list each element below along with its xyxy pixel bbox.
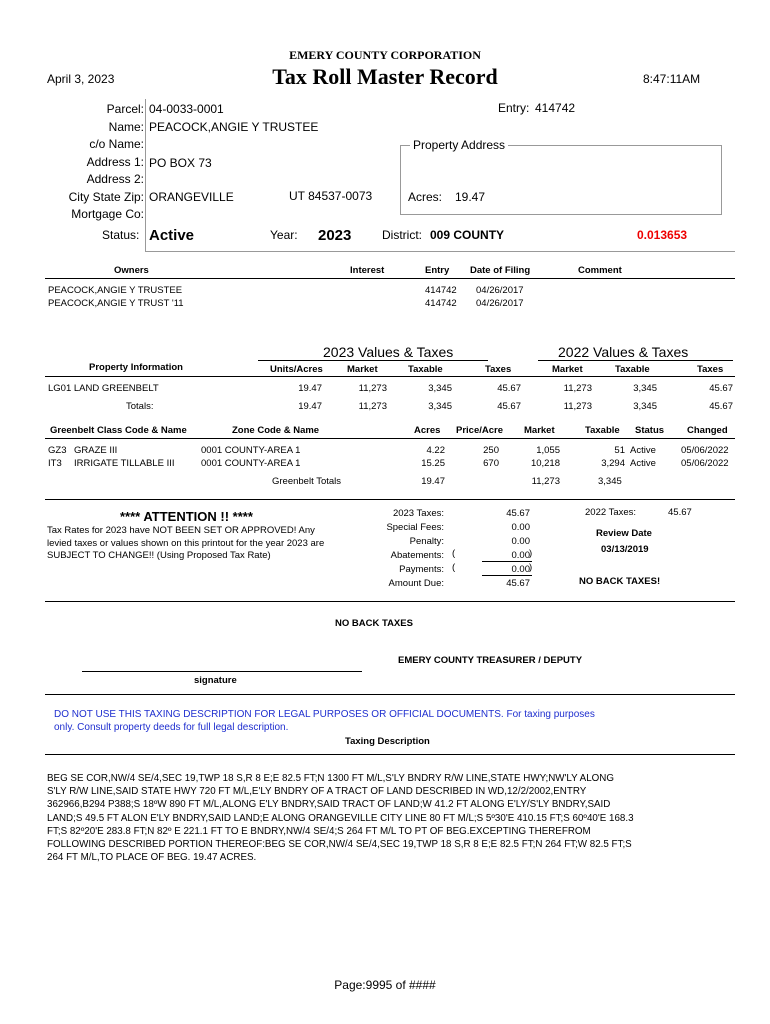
gb-row-1-name: GRAZE III bbox=[74, 445, 118, 456]
amount-due-value: 45.67 bbox=[506, 578, 530, 589]
year-value: 2023 bbox=[318, 227, 352, 244]
district-label: District: bbox=[382, 228, 422, 242]
parcel-label: Parcel: bbox=[106, 102, 144, 116]
market-header: Market bbox=[347, 364, 378, 375]
owner-row-1-date: 04/26/2017 bbox=[476, 285, 524, 296]
gb-row-2-code: IT3 bbox=[48, 458, 62, 469]
legal-line-7: 264 FT M/L,TO PLACE OF BEG. 19.47 ACRES. bbox=[47, 852, 257, 864]
status-label: Status: bbox=[102, 228, 140, 242]
page-title: Tax Roll Master Record bbox=[272, 64, 498, 89]
acres-value: 19.47 bbox=[455, 190, 486, 204]
payments-close-paren: ) bbox=[529, 562, 533, 573]
signature-line bbox=[82, 671, 362, 672]
print-date: April 3, 2023 bbox=[47, 72, 115, 86]
totals-label: Totals: bbox=[126, 401, 154, 412]
taxable-2022-header: Taxable bbox=[615, 364, 650, 375]
parcel-bottom-line bbox=[145, 251, 735, 252]
gb-market-header: Market bbox=[524, 425, 555, 436]
gb-row-2-market: 10,218 bbox=[530, 458, 560, 469]
gb-row-1-code: GZ3 bbox=[48, 445, 67, 456]
mortgage-label: Mortgage Co: bbox=[71, 207, 144, 221]
signature-bottom-line bbox=[45, 694, 735, 695]
property-info-header: Property Information bbox=[89, 362, 183, 373]
special-fees-value: 0.00 bbox=[511, 522, 530, 533]
payments-open-paren: ( bbox=[452, 562, 456, 573]
attention-text bbox=[47, 525, 324, 563]
penalty-label: Penalty: bbox=[409, 536, 444, 547]
summary-values bbox=[470, 507, 533, 591]
taxes-2022-header: Taxes bbox=[697, 364, 724, 375]
values-2022-title: 2022 Values & Taxes bbox=[558, 344, 689, 360]
gb-row-1-zone: 0001 COUNTY-AREA 1 bbox=[201, 445, 301, 456]
legal-line-5: FT;S 82º20'E 283.8 FT;N 82º E 221.1 FT TO E BNDRY,NW/4 SE/4;S 264 FT M/L TO PT OF BEG.EXCEPTING THEREFROM bbox=[47, 825, 591, 837]
warning-line-1: DO NOT USE THIS TAXING DESCRIPTION FOR LEGAL PURPOSES OR OFFICIAL DOCUMENTS. For taxing purposes bbox=[54, 709, 595, 720]
value-row-taxes: 45.67 bbox=[497, 383, 521, 394]
gb-row-1-price: 250 bbox=[483, 445, 499, 456]
units-header: Units/Acres bbox=[270, 364, 323, 375]
owner-row-2-entry: 414742 bbox=[425, 298, 457, 309]
legal-description bbox=[47, 772, 634, 864]
attention-line-2: levied taxes or values shown on this printout for the year 2023 are bbox=[47, 537, 325, 549]
review-date-value: 03/13/2019 bbox=[601, 544, 649, 555]
gb-row-2-status: Active bbox=[630, 458, 656, 469]
address1-label: Address 1: bbox=[86, 154, 144, 169]
taxes-2022-label: 2022 Taxes: bbox=[585, 507, 637, 518]
company-name: EMERY COUNTY CORPORATION bbox=[289, 48, 481, 62]
values-2022-underline bbox=[538, 360, 733, 361]
summary-labels bbox=[360, 507, 444, 591]
entry-header: Entry bbox=[425, 265, 450, 276]
city-state-zip-label: City State Zip: bbox=[68, 189, 144, 204]
status-value: Active bbox=[149, 227, 195, 244]
amount-due-label: Amount Due: bbox=[388, 578, 444, 589]
value-row-taxes-2022: 45.67 bbox=[709, 383, 733, 394]
entry-value: 414742 bbox=[535, 101, 576, 115]
price-acre-header: Price/Acre bbox=[456, 425, 504, 436]
owner-row-2-name: PEACOCK,ANGIE Y TRUST '11 bbox=[48, 298, 184, 309]
greenbelt-totals-label: Greenbelt Totals bbox=[272, 476, 342, 487]
signature-label: signature bbox=[194, 675, 237, 686]
parcel-number: 04-0033-0001 bbox=[149, 102, 224, 116]
gb-row-2-name: IRRIGATE TILLABLE III bbox=[74, 458, 175, 469]
gb-row-2-acres: 15.25 bbox=[421, 458, 445, 469]
taxes-header: Taxes bbox=[485, 364, 512, 375]
taxable-header: Taxable bbox=[408, 364, 443, 375]
taxes-2023-value: 45.67 bbox=[506, 508, 530, 519]
penalty-value: 0.00 bbox=[511, 536, 530, 547]
abatements-underline bbox=[482, 561, 532, 562]
greenbelt-totals-market: 11,273 bbox=[531, 476, 560, 487]
attention-line-3: SUBJECT TO CHANGE!! (Using Proposed Tax Rate) bbox=[47, 550, 271, 561]
comment-header: Comment bbox=[578, 265, 622, 276]
owners-header-line bbox=[45, 278, 735, 279]
totals-taxes-2022: 45.67 bbox=[709, 401, 733, 412]
values-2023-title: 2023 Values & Taxes bbox=[323, 344, 454, 360]
owner-row-1-entry: 414742 bbox=[425, 285, 457, 296]
review-date-label: Review Date bbox=[596, 528, 652, 539]
abatements-label: Abatements: bbox=[390, 550, 444, 561]
payments-value: 0.00 bbox=[511, 564, 530, 575]
abatements-close-paren: ) bbox=[529, 548, 533, 559]
gb-status-header: Status bbox=[635, 425, 665, 436]
greenbelt-totals-taxable: 3,345 bbox=[598, 476, 622, 487]
owner-name: PEACOCK,ANGIE Y TRUSTEE bbox=[149, 119, 319, 134]
year-label: Year: bbox=[270, 228, 298, 242]
abatements-value: 0.00 bbox=[511, 550, 530, 561]
value-row-taxable: 3,345 bbox=[428, 383, 452, 394]
gb-row-1-market: 1,055 bbox=[536, 445, 560, 456]
totals-taxable: 3,345 bbox=[428, 401, 452, 412]
property-address-label: Property Address bbox=[410, 138, 508, 152]
address1-value: PO BOX 73 bbox=[149, 155, 212, 170]
property-address-box bbox=[400, 145, 722, 215]
legal-line-2: S'LY R/W LINE,SAID STATE HWY 720 FT M/L,E'LY BNDRY OF A TRACT OF LAND DESCRIBED IN WD,12/2/2002,ENTRY bbox=[47, 786, 587, 798]
payments-label: Payments: bbox=[399, 564, 444, 575]
value-row-market: 11,273 bbox=[358, 383, 387, 394]
value-row-taxable-2022: 3,345 bbox=[633, 383, 657, 394]
gb-row-2-changed: 05/06/2022 bbox=[681, 458, 729, 469]
address2-label: Address 2: bbox=[86, 172, 144, 186]
gb-row-1-changed: 05/06/2022 bbox=[681, 445, 729, 456]
attention-title: **** ATTENTION !! **** bbox=[120, 509, 253, 524]
parcel-bracket-line bbox=[145, 99, 146, 251]
values-2023-underline bbox=[258, 360, 488, 361]
page-number: Page:9995 of #### bbox=[334, 978, 436, 992]
taxing-description-label: Taxing Description bbox=[345, 736, 430, 747]
no-back-taxes: NO BACK TAXES bbox=[335, 618, 413, 629]
greenbelt-bottom-line bbox=[45, 499, 735, 500]
state-zip-value: UT 84537-0073 bbox=[289, 189, 373, 203]
attention-line-1: Tax Rates for 2023 have NOT BEEN SET OR APPROVED! Any bbox=[47, 525, 315, 536]
value-row-units: 19.47 bbox=[298, 383, 322, 394]
entry-label: Entry: bbox=[498, 101, 530, 115]
totals-units: 19.47 bbox=[298, 401, 322, 412]
value-row-name: LG01 LAND GREENBELT bbox=[48, 383, 159, 394]
gb-row-2-zone: 0001 COUNTY-AREA 1 bbox=[201, 458, 301, 469]
totals-taxes: 45.67 bbox=[497, 401, 521, 412]
tax-rate: 0.013653 bbox=[637, 228, 688, 242]
taxing-description-line bbox=[45, 754, 735, 755]
gb-acres-header: Acres bbox=[414, 425, 441, 436]
legal-line-3: 362966,B294 P388;S 18ºW 890 FT M/L,ALONG E'LY BNDRY,SAID TRACT OF LAND;W 41.2 FT ALONG E'LY/S'LY BNDRY,SAID bbox=[47, 799, 611, 811]
summary-bottom-line bbox=[45, 601, 735, 602]
payments-underline bbox=[482, 575, 532, 576]
greenbelt-class-header: Greenbelt Class Code & Name bbox=[50, 425, 187, 436]
values-header-line bbox=[45, 376, 735, 377]
warning-line-2: only. Consult property deeds for full legal description. bbox=[54, 722, 289, 733]
gb-row-1-taxable: 51 bbox=[614, 445, 625, 456]
owner-row-2-date: 04/26/2017 bbox=[476, 298, 524, 309]
greenbelt-header-line bbox=[45, 438, 735, 439]
taxes-2023-label: 2023 Taxes: bbox=[392, 508, 444, 519]
district-value: 009 COUNTY bbox=[430, 228, 505, 242]
legal-line-6: FOLLOWING DESCRIBED PORTION THEREOF:BEG SE COR,NW/4 SE/4,SEC 19,TWP 18 S,R 8 E;E 82.5 FT;N 264 FT;W 82.5 FT;S bbox=[47, 839, 632, 851]
filing-date-header: Date of Filing bbox=[470, 265, 531, 276]
treasurer-label: EMERY COUNTY TREASURER / DEPUTY bbox=[398, 655, 583, 666]
print-time: 8:47:11AM bbox=[643, 72, 701, 86]
no-back-taxes-right: NO BACK TAXES! bbox=[579, 576, 661, 587]
zone-header: Zone Code & Name bbox=[232, 425, 320, 436]
co-name-label: c/o Name: bbox=[89, 137, 144, 151]
owner-row-1-name: PEACOCK,ANGIE Y TRUSTEE bbox=[48, 285, 183, 296]
abatements-open-paren: ( bbox=[452, 548, 456, 559]
acres-label: Acres: bbox=[408, 190, 443, 204]
totals-market-2022: 11,273 bbox=[563, 401, 592, 412]
gb-row-2-price: 670 bbox=[483, 458, 499, 469]
special-fees-label: Special Fees: bbox=[386, 522, 444, 533]
market-2022-header: Market bbox=[552, 364, 583, 375]
totals-taxable-2022: 3,345 bbox=[633, 401, 657, 412]
gb-changed-header: Changed bbox=[687, 425, 728, 436]
gb-row-1-acres: 4.22 bbox=[426, 445, 445, 456]
interest-header: Interest bbox=[350, 265, 385, 276]
parcel-labels bbox=[40, 101, 144, 224]
name-label: Name: bbox=[108, 119, 144, 134]
totals-market: 11,273 bbox=[358, 401, 387, 412]
owners-header: Owners bbox=[114, 265, 149, 276]
legal-line-1: BEG SE COR,NW/4 SE/4,SEC 19,TWP 18 S,R 8 E;E 82.5 FT;N 1300 FT M/L,S'LY BNDRY R/W LINE,STATE HWY;NW'LY ALONG bbox=[47, 773, 614, 784]
value-row-market-2022: 11,273 bbox=[563, 383, 592, 394]
greenbelt-totals-acres: 19.47 bbox=[421, 476, 445, 487]
legal-line-4: LAND;S 49.5 FT ALON E'LY BNDRY,SAID LAND;E ALONG ORANGEVILLE CITY LINE 80 FT M/L;S 5º30'E 410.15 FT;S 60º40'E 168.3 bbox=[47, 812, 634, 824]
taxes-2022-value: 45.67 bbox=[668, 507, 692, 518]
city-value: ORANGEVILLE bbox=[149, 189, 234, 204]
gb-row-1-status: Active bbox=[630, 445, 656, 456]
gb-taxable-header: Taxable bbox=[585, 425, 620, 436]
gb-row-2-taxable: 3,294 bbox=[601, 458, 625, 469]
